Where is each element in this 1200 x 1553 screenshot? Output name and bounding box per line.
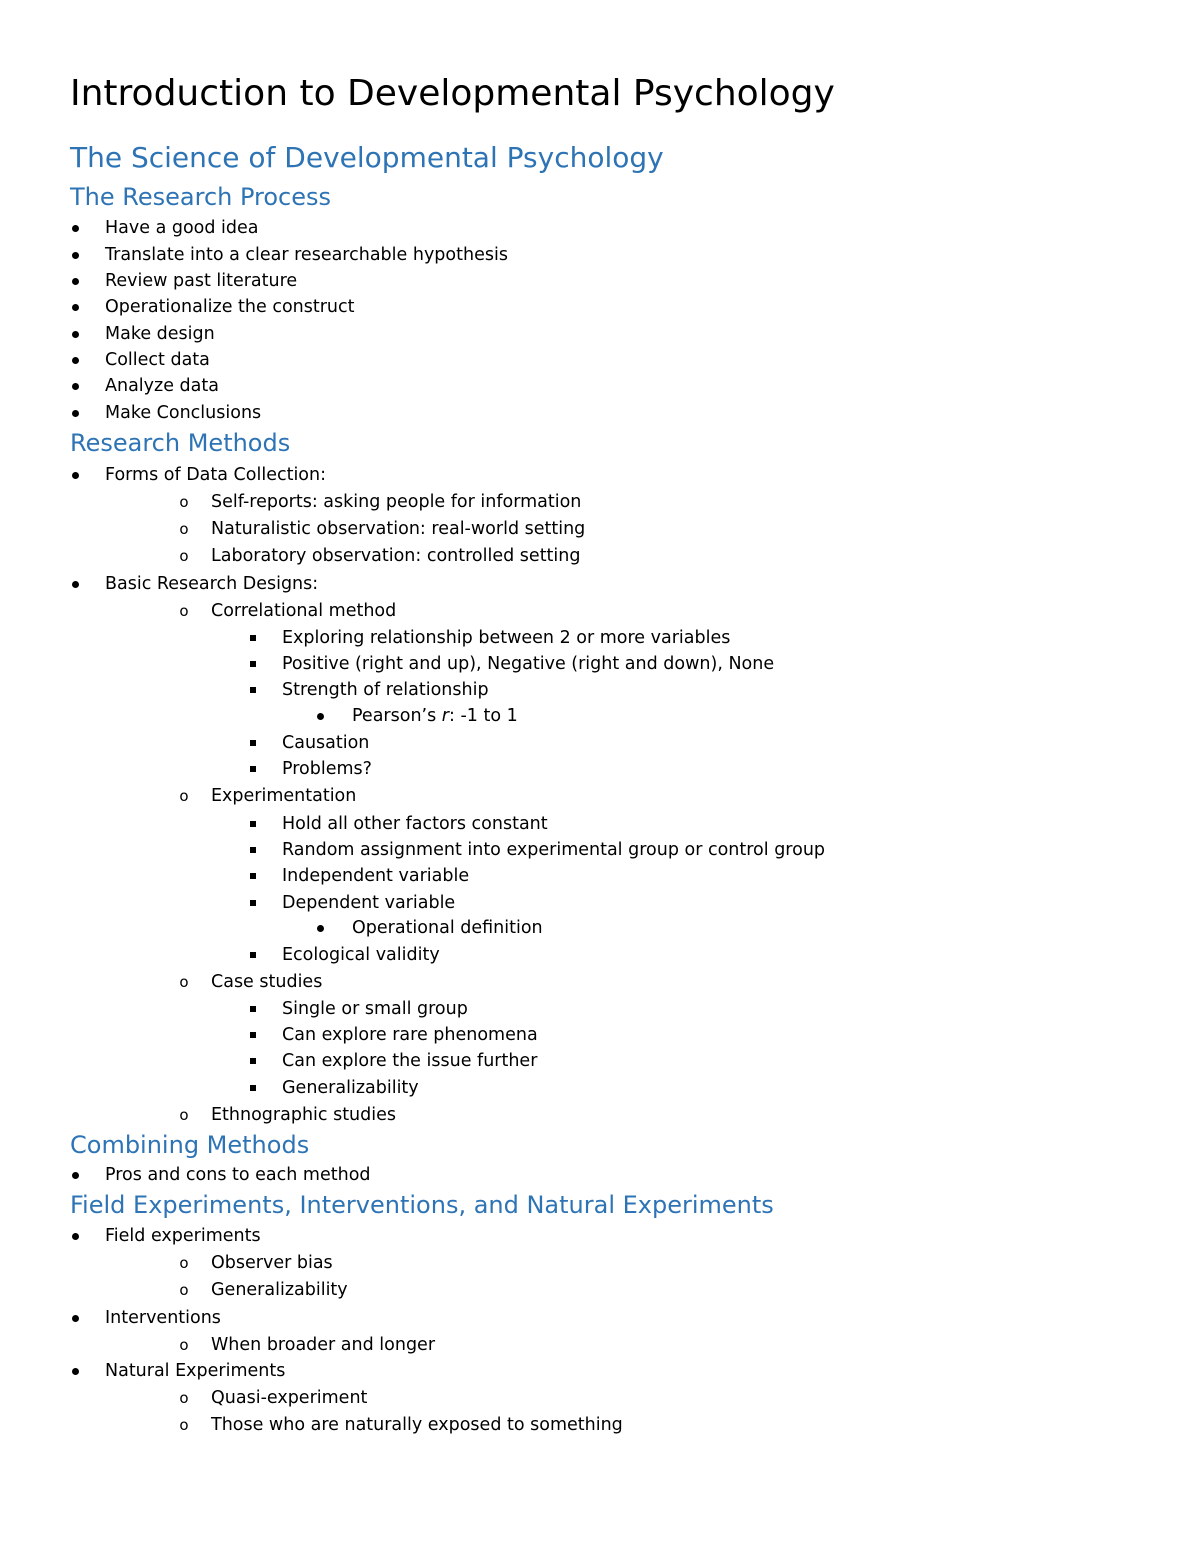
bullet-circle-icon: o	[179, 493, 189, 511]
research-methods-heading: Research Methods	[70, 429, 291, 457]
bullet-circle-icon: o	[179, 520, 189, 538]
bullet-circle-icon: o	[179, 1254, 189, 1272]
bullet-circle-icon: o	[179, 547, 189, 565]
bullet-circle-icon: o	[179, 973, 189, 991]
pearson-text: Pearson’s r: -1 to 1	[352, 706, 518, 726]
field-experiments-heading: Field Experiments, Interventions, and Natural Experiments	[70, 1191, 774, 1219]
bullet-circle-icon: o	[179, 787, 189, 805]
research-process-heading: The Research Process	[70, 183, 332, 211]
bullet-circle-icon: o	[179, 1281, 189, 1299]
combining-methods-heading: Combining Methods	[70, 1131, 310, 1159]
section-heading: The Science of Developmental Psychology	[70, 141, 664, 174]
bullet-circle-icon: o	[179, 1389, 189, 1407]
bullet-circle-icon: o	[179, 1416, 189, 1434]
document-page: Introduction to Developmental Psychology The Science of Developmental Psychology The Research Process Have a good idea Translate into a clear researchable hypothesis Review past literature Operationalize the construct Make design Collect data Analyze data Make Conclusions Research Methods Forms of Data Collection: o Self-reports: asking people for information o Naturalistic observation: real-world setting o Laboratory observation: controlled setting Basic Research Designs: o Correlational method Exploring relationship between 2 or more variables Positive (right and up), Negative (right and down), None Strength of relationship Pearson’s r: -1 to 1 Causation Problems? o Experimentation Hold all other factors constant Random assignment into experimental group or control group Independent variable Dependent variable Operational definition Ecological validity o Case studies Single or small group Can explore rare phenomena Can explore the issue further Generalizability o Ethnographic studies Combining Methods Pros and cons to each method Field Experiments, Interventions, and Natural Experiments Field experiments o Observer bias o Generalizability Interventions o When broader and longer Natural Experiments o Quasi-experiment o Those who are naturally exposed to something	[0, 0, 1200, 1553]
bullet-circle-icon: o	[179, 602, 189, 620]
bullet-circle-icon: o	[179, 1106, 189, 1124]
document-title: Introduction to Developmental Psychology	[70, 73, 835, 114]
bullet-circle-icon: o	[179, 1336, 189, 1354]
